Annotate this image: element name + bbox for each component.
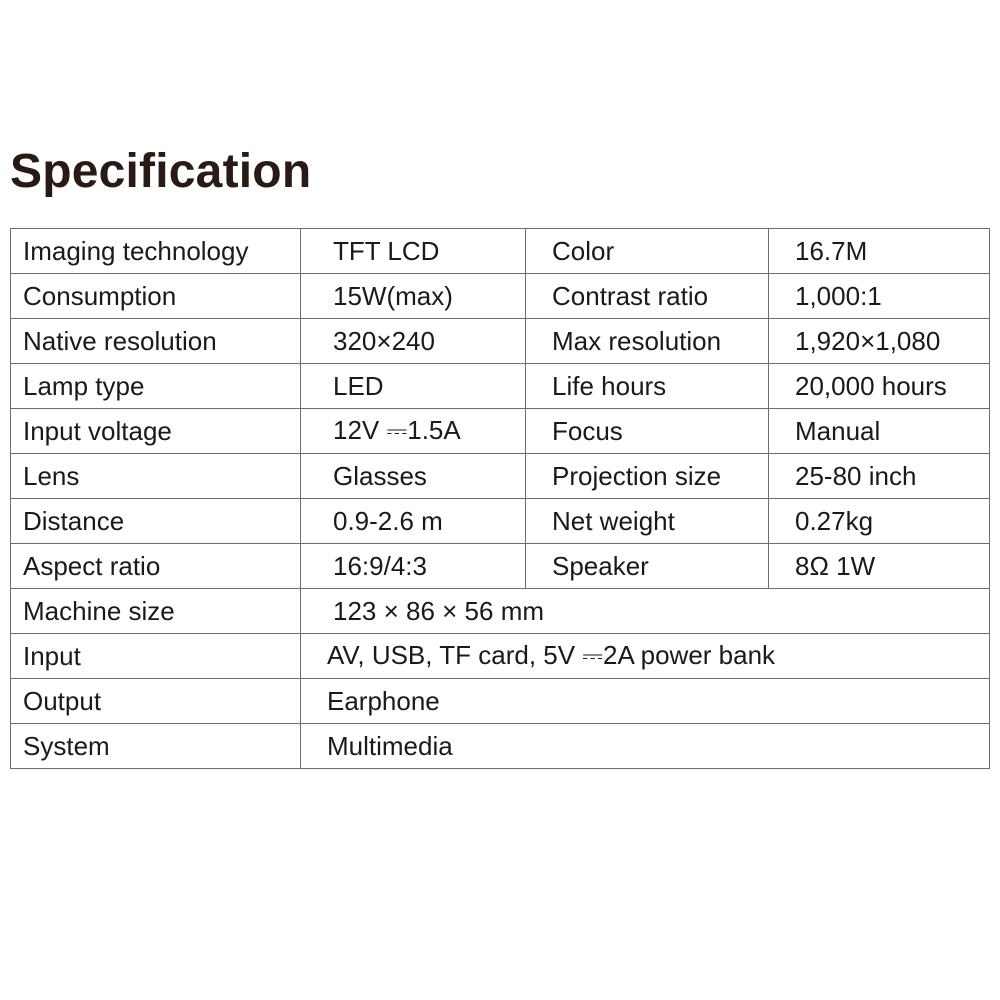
- spec-row-wide: [11, 724, 990, 769]
- spec-value: Manual: [769, 409, 990, 454]
- spec-value: 0.27kg: [769, 499, 990, 544]
- spec-label: Output: [11, 679, 301, 724]
- spec-value: 20,000 hours: [769, 364, 990, 409]
- spec-label: Native resolution: [11, 319, 301, 364]
- spec-label: Focus: [526, 409, 769, 454]
- spec-row-wide: [11, 589, 990, 634]
- spec-value: 12V ⎓1.5A: [301, 409, 526, 454]
- specification-table: [10, 228, 990, 769]
- spec-value: 16.7M: [769, 229, 990, 274]
- spec-label: Input voltage: [11, 409, 301, 454]
- spec-value: Multimedia: [301, 724, 990, 769]
- spec-row-wide: [11, 679, 990, 724]
- spec-value: 1,000:1: [769, 274, 990, 319]
- spec-value: 25-80 inch: [769, 454, 990, 499]
- spec-value: 123 × 86 × 56 mm: [301, 589, 990, 634]
- spec-row: [11, 499, 990, 544]
- spec-label: Lamp type: [11, 364, 301, 409]
- spec-value: 0.9-2.6 m: [301, 499, 526, 544]
- spec-row: [11, 454, 990, 499]
- spec-label: Consumption: [11, 274, 301, 319]
- spec-row: [11, 364, 990, 409]
- spec-value: 320×240: [301, 319, 526, 364]
- spec-label: Input: [11, 634, 301, 679]
- spec-value: 15W(max): [301, 274, 526, 319]
- spec-label: Projection size: [526, 454, 769, 499]
- spec-label: Aspect ratio: [11, 544, 301, 589]
- spec-row: [11, 409, 990, 454]
- spec-row: [11, 544, 990, 589]
- spec-value: 1,920×1,080: [769, 319, 990, 364]
- spec-row-wide: [11, 634, 990, 679]
- spec-value: 16:9/4:3: [301, 544, 526, 589]
- spec-row: [11, 274, 990, 319]
- spec-label: Max resolution: [526, 319, 769, 364]
- spec-row: [11, 319, 990, 364]
- spec-row: [11, 229, 990, 274]
- spec-label: Machine size: [11, 589, 301, 634]
- spec-label: Color: [526, 229, 769, 274]
- spec-value: LED: [301, 364, 526, 409]
- spec-label: System: [11, 724, 301, 769]
- spec-value: Earphone: [301, 679, 990, 724]
- spec-label: Lens: [11, 454, 301, 499]
- spec-value: TFT LCD: [301, 229, 526, 274]
- spec-label: Imaging technology: [11, 229, 301, 274]
- spec-value: Glasses: [301, 454, 526, 499]
- spec-label: Net weight: [526, 499, 769, 544]
- spec-value: 8Ω 1W: [769, 544, 990, 589]
- spec-label: Contrast ratio: [526, 274, 769, 319]
- spec-label: Distance: [11, 499, 301, 544]
- page-title: Specification: [10, 145, 312, 198]
- spec-label: Speaker: [526, 544, 769, 589]
- spec-value: AV, USB, TF card, 5V ⎓2A power bank: [301, 634, 990, 679]
- spec-label: Life hours: [526, 364, 769, 409]
